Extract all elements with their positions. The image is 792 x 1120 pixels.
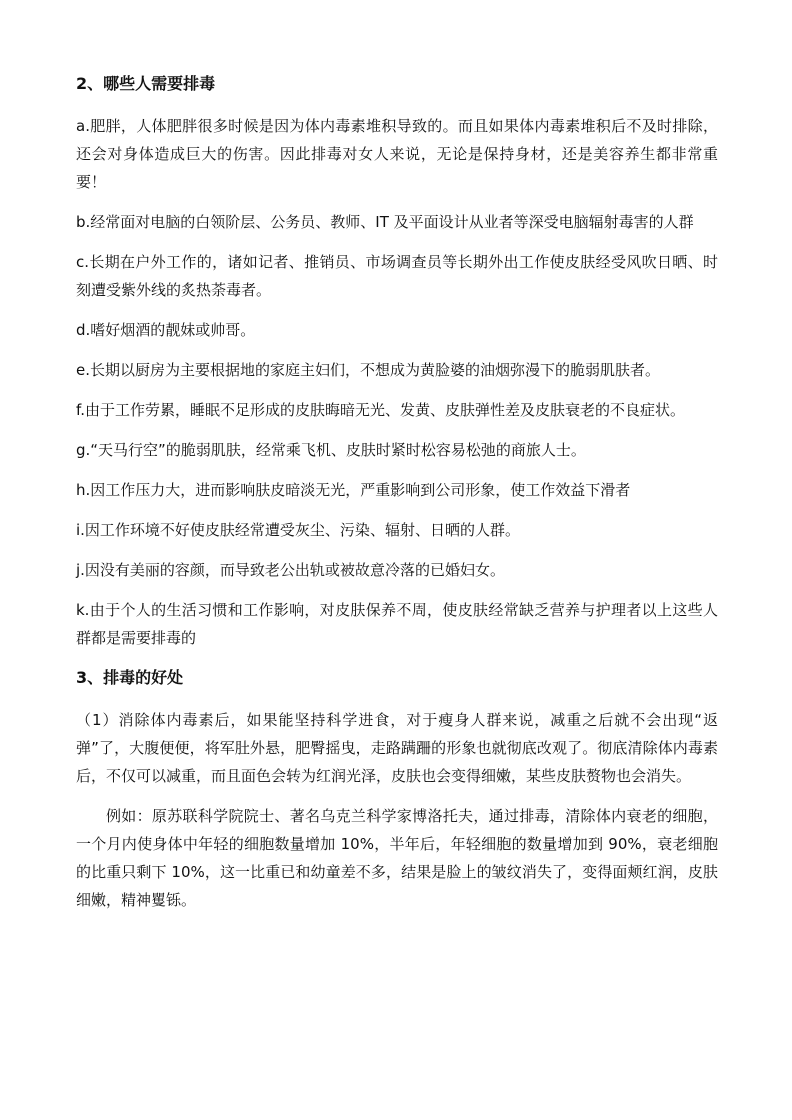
document-page [76,70,718,926]
list-item-f: f.由于工作劳累，睡眠不足形成的皮肤晦暗无光、发黄、皮肤弹性差及皮肤衰老的不良症状。 [76,401,685,419]
section-heading-detox-benefits: 3、排毒的好处 [76,668,184,687]
list-item-j: j.因没有美丽的容颜，而导致老公出轨或被故意冷落的已婚妇女。 [76,561,505,579]
example-paragraph: 例如：原苏联科学院院士、著名乌克兰科学家博洛托夫，通过排毒，清除体内衰老的细胞，一个月内使身体中年轻的细胞数量增加 10%，半年后，年轻细胞的数量增加到 90%，衰老细胞的比重只剩下 10%，这一比重已和幼童差不多，结果是脸上的皱纹消失了，变得面颊红润，皮肤细嫩，精神矍铄。 [76,807,718,909]
list-item-b: b.经常面对电脑的白领阶层、公务员、教师、IT 及平面设计从业者等深受电脑辐射毒害的人群 [76,213,694,231]
section-heading-who-needs-detox: 2、哪些人需要排毒 [76,74,216,93]
list-item-k: k.由于个人的生活习惯和工作影响，对皮肤保养不周，使皮肤经常缺乏营养与护理者以上这些人群都是需要排毒的 [76,601,718,647]
list-item-c: c.长期在户外工作的，诸如记者、推销员、市场调查员等长期外出工作使皮肤经受风吹日晒、时刻遭受紫外线的炙热荼毒者。 [76,253,718,299]
list-item-h: h.因工作压力大，进而影响肤皮暗淡无光，严重影响到公司形象，使工作效益下滑者 [76,481,631,499]
list-item-i: i.因工作环境不好使皮肤经常遭受灰尘、污染、辐射、日晒的人群。 [76,521,520,539]
list-item-e: e.长期以厨房为主要根据地的家庭主妇们，不想成为黄脸婆的油烟弥漫下的脆弱肌肤者。 [76,361,661,379]
list-item-g: g.“天马行空”的脆弱肌肤，经常乘飞机、皮肤时紧时松容易松弛的商旅人士。 [76,441,586,459]
list-item-d: d.嗜好烟酒的靓妹或帅哥。 [76,321,256,339]
benefit-paragraph-1: （1）消除体内毒素后，如果能坚持科学进食，对于瘦身人群来说，减重之后就不会出现“返弹”了，大腹便便，将军肚外悬，肥臀摇曳，走路蹒跚的形象也就彻底改观了。彻底清除体内毒素后，不仅可以减重，而且面色会转为红润光泽，皮肤也会变得细嫩，某些皮肤赘物也会消失。 [76,711,718,785]
list-item-a: a.肥胖，人体肥胖很多时候是因为体内毒素堆积导致的。而且如果体内毒素堆积后不及时排除，还会对身体造成巨大的伤害。因此排毒对女人来说，无论是保持身材，还是美容养生都非常重要！ [76,117,718,191]
